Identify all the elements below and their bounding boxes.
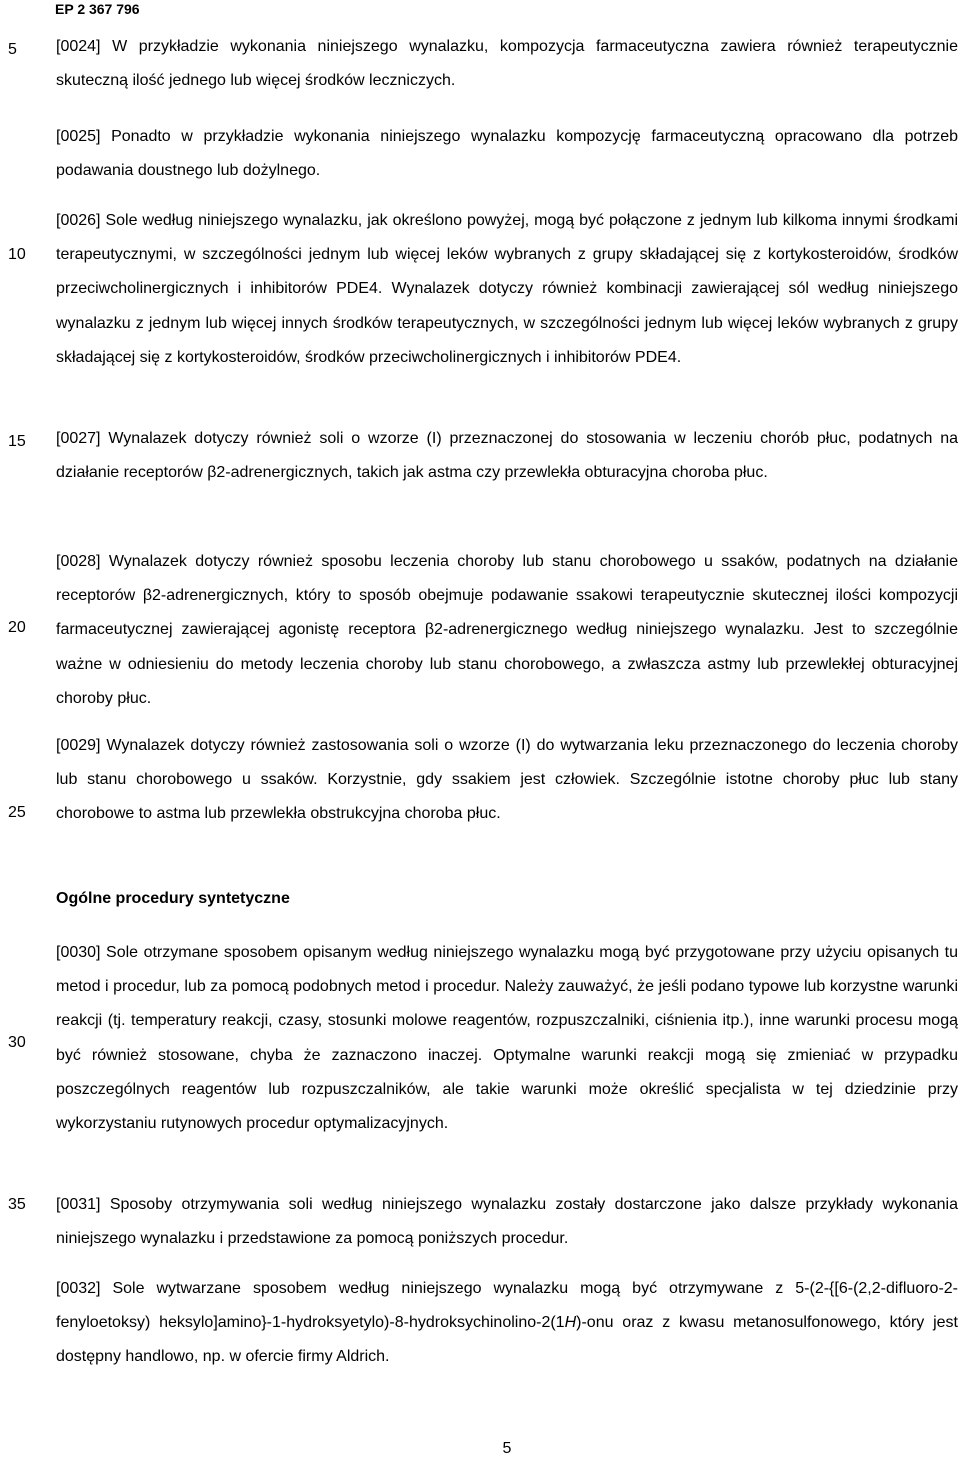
line-number-30: 30 [8, 1034, 26, 1051]
paragraph-0029: [0029] Wynalazek dotyczy również zastosowania soli o wzorze (I) do wytwarzania leku przeznaczonego do leczenia choroby lub stanu chorobowego u ssaków. Korzystnie, gdy ssakiem jest człowiek. Szczególnie istotne choroby płuc lub stany chorobowe to astma lub przewlekła obstrukcyjna choroba płuc. [56, 737, 958, 823]
document-id-header: EP 2 367 796 [55, 1, 140, 17]
line-number-10: 10 [8, 246, 26, 263]
paragraph-0032-text-start: [0032] Sole wytwarzane sposobem według niniejszego wynalazku mogą być otrzymywane z 5-(2-{[6-(2,2-difluoro-2-fenyloetoksy) heksylo]amino}-1-hydroksyetylo)-8-hydroksychinolino-2(1 [56, 1280, 958, 1332]
paragraph-0026: [0026] Sole według niniejszego wynalazku, jak określono powyżej, mogą być połączone z jednym lub kilkoma innymi środkami terapeutycznymi, w szczególności jednym lub więcej leków wybranych z grupy składającej się z kortykosteroidów, środków przeciwcholinergicznych i inhibitorów PDE4. Wynalazek dotyczy również kombinacji zawierającej sól według niniejszego wynalazku z jednym lub więcej innych środków terapeutycznych, w szczególności jednym lub więcej leków wybranych z grupy składającej się z kortykosteroidów, środków przeciwcholinergicznych i inhibitorów PDE4. [56, 212, 958, 366]
line-number-15: 15 [8, 433, 26, 450]
line-number-5: 5 [8, 41, 17, 58]
paragraph-0030: [0030] Sole otrzymane sposobem opisanym według niniejszego wynalazku mogą być przygotowane przy użyciu opisanych tu metod i procedur, lub za pomocą podobnych metod i procedur. Należy zauważyć, że jeśli podano typowe lub korzystne warunki reakcji (tj. temperatury reakcji, czasy, stosunki molowe reagentów, rozpuszczalniki, ciśnienia itp.), inne warunki procesu mogą być również stosowane, chyba że zaznaczono inaczej. Optymalne warunki reakcji mogą się zmieniać w przypadku poszczególnych reagentów lub rozpuszczalników, ale takie warunki może określić specjalista w tej dziedzinie przy wykorzystaniu rutynowych procedur optymalizacyjnych. [56, 944, 958, 1133]
paragraph-0025: [0025] Ponadto w przykładzie wykonania niniejszego wynalazku kompozycję farmaceutyczną opracowano dla potrzeb podawania doustnego lub dożylnego. [56, 128, 958, 180]
paragraph-0032 [56, 1272, 958, 1375]
line-number-20: 20 [8, 619, 26, 636]
paragraph-0024: [0024] W przykładzie wykonania niniejszego wynalazku, kompozycja farmaceutyczna zawiera również terapeutycznie skuteczną ilość jednego lub więcej środków leczniczych. [56, 38, 958, 90]
section-heading: Ogólne procedury syntetyczne [56, 890, 290, 907]
line-number-35: 35 [8, 1196, 26, 1213]
paragraph-0028: [0028] Wynalazek dotyczy również sposobu leczenia choroby lub stanu chorobowego u ssaków, podatnych na działanie receptorów β2-adrenergicznych, który to sposób obejmuje podawanie ssakowi terapeutycznie skutecznej ilości kompozycji farmaceutycznej zawierającej agonistę receptora β2-adrenergicznego według niniejszego wynalazku. Jest to szczególnie ważne w odniesieniu do metody leczenia choroby lub stanu chorobowego, a zwłaszcza astmy lub przewlekłej obturacyjnej choroby płuc. [56, 553, 958, 707]
page-number: 5 [502, 1440, 512, 1457]
paragraph-0027: [0027] Wynalazek dotyczy również soli o wzorze (I) przeznaczonej do stosowania w leczeniu chorób płuc, podatnych na działanie receptorów β2-adrenergicznych, takich jak astma czy przewlekła obturacyjna choroba płuc. [56, 430, 958, 482]
paragraph-0032-italic-h: H [564, 1314, 577, 1332]
paragraph-0032-text-end: )-onu oraz z kwasu metanosulfonowego, który jest dostępny handlowo, np. w ofercie firmy Aldrich. [56, 1314, 958, 1366]
paragraph-0031: [0031] Sposoby otrzymywania soli według niniejszego wynalazku zostały dostarczone jako dalsze przykłady wykonania niniejszego wynalazku i przedstawione za pomocą poniższych procedur. [56, 1196, 958, 1248]
line-number-25: 25 [8, 804, 26, 821]
